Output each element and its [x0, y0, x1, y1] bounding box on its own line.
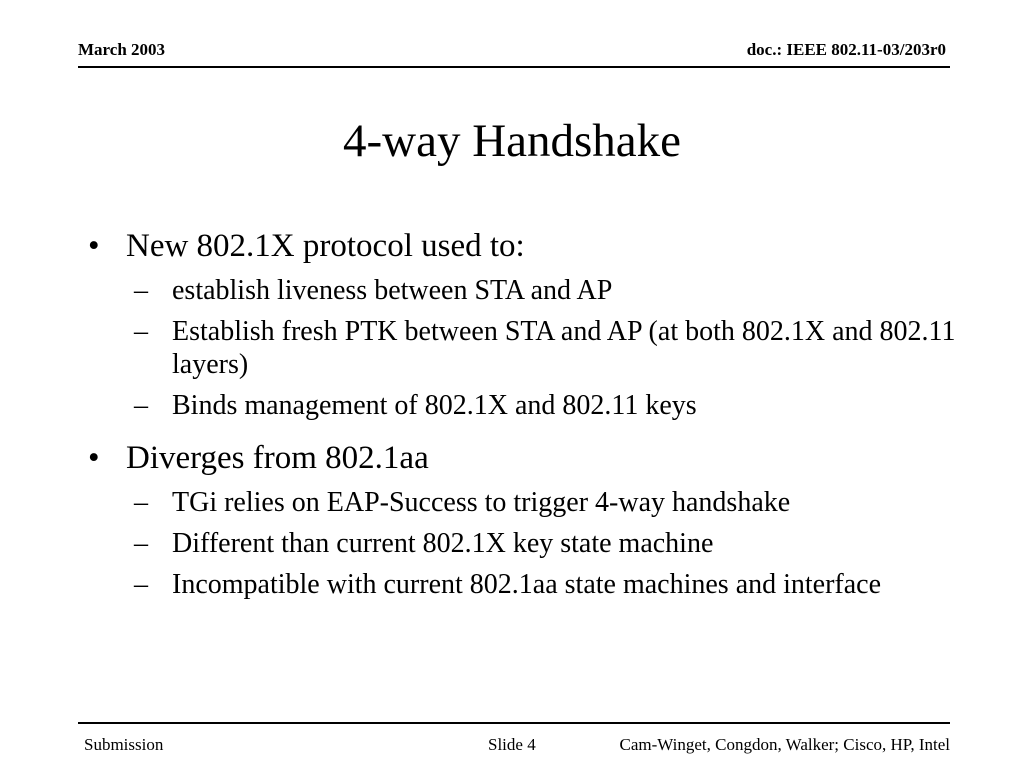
- dash-marker: –: [134, 316, 148, 347]
- header-date: March 2003: [78, 40, 166, 59]
- sub-bullet-text: establish liveness between STA and AP: [172, 275, 613, 306]
- sub-bullet-text: Binds management of 802.1X and 802.11 keys: [172, 390, 697, 421]
- dash-marker: –: [134, 275, 148, 306]
- sub-bullet-text: Establish fresh PTK between STA and AP (at both 802.1X and 802.11 layers): [172, 316, 956, 380]
- bullet-item: [88, 438, 968, 478]
- bullet-item: [88, 226, 968, 266]
- sub-bullet-text: Incompatible with current 802.1aa state machines and interface: [172, 569, 882, 600]
- sub-bullet-item: [88, 568, 968, 601]
- slide-title: 4-way Handshake: [342, 115, 682, 167]
- bullet-marker: •: [88, 228, 100, 264]
- header-doc-id: doc.: IEEE 802.11-03/203r0: [746, 40, 946, 59]
- bullet-text: Diverges from 802.1aa: [126, 440, 429, 476]
- footer-submission: Submission: [84, 735, 164, 754]
- dash-marker: –: [134, 528, 148, 559]
- footer-slide-number: Slide 4: [488, 735, 536, 754]
- dash-marker: –: [134, 390, 148, 421]
- bullet-text: New 802.1X protocol used to:: [126, 228, 525, 264]
- footer-rule: [78, 722, 950, 724]
- dash-marker: –: [134, 487, 148, 518]
- bullet-marker: •: [88, 440, 100, 476]
- sub-bullet-text: TGi relies on EAP-Success to trigger 4-way handshake: [172, 487, 791, 518]
- sub-bullet-text: Different than current 802.1X key state machine: [172, 528, 714, 559]
- sub-bullet-item: [88, 486, 968, 519]
- footer-authors: Cam-Winget, Congdon, Walker; Cisco, HP, Intel: [619, 735, 950, 754]
- sub-bullet-item: [88, 389, 968, 422]
- header-rule: [78, 66, 950, 68]
- slide-body: [88, 226, 968, 601]
- dash-marker: –: [134, 569, 148, 600]
- sub-bullet-item: [88, 274, 968, 307]
- sub-bullet-item: [88, 527, 968, 560]
- sub-bullet-item: [88, 315, 968, 381]
